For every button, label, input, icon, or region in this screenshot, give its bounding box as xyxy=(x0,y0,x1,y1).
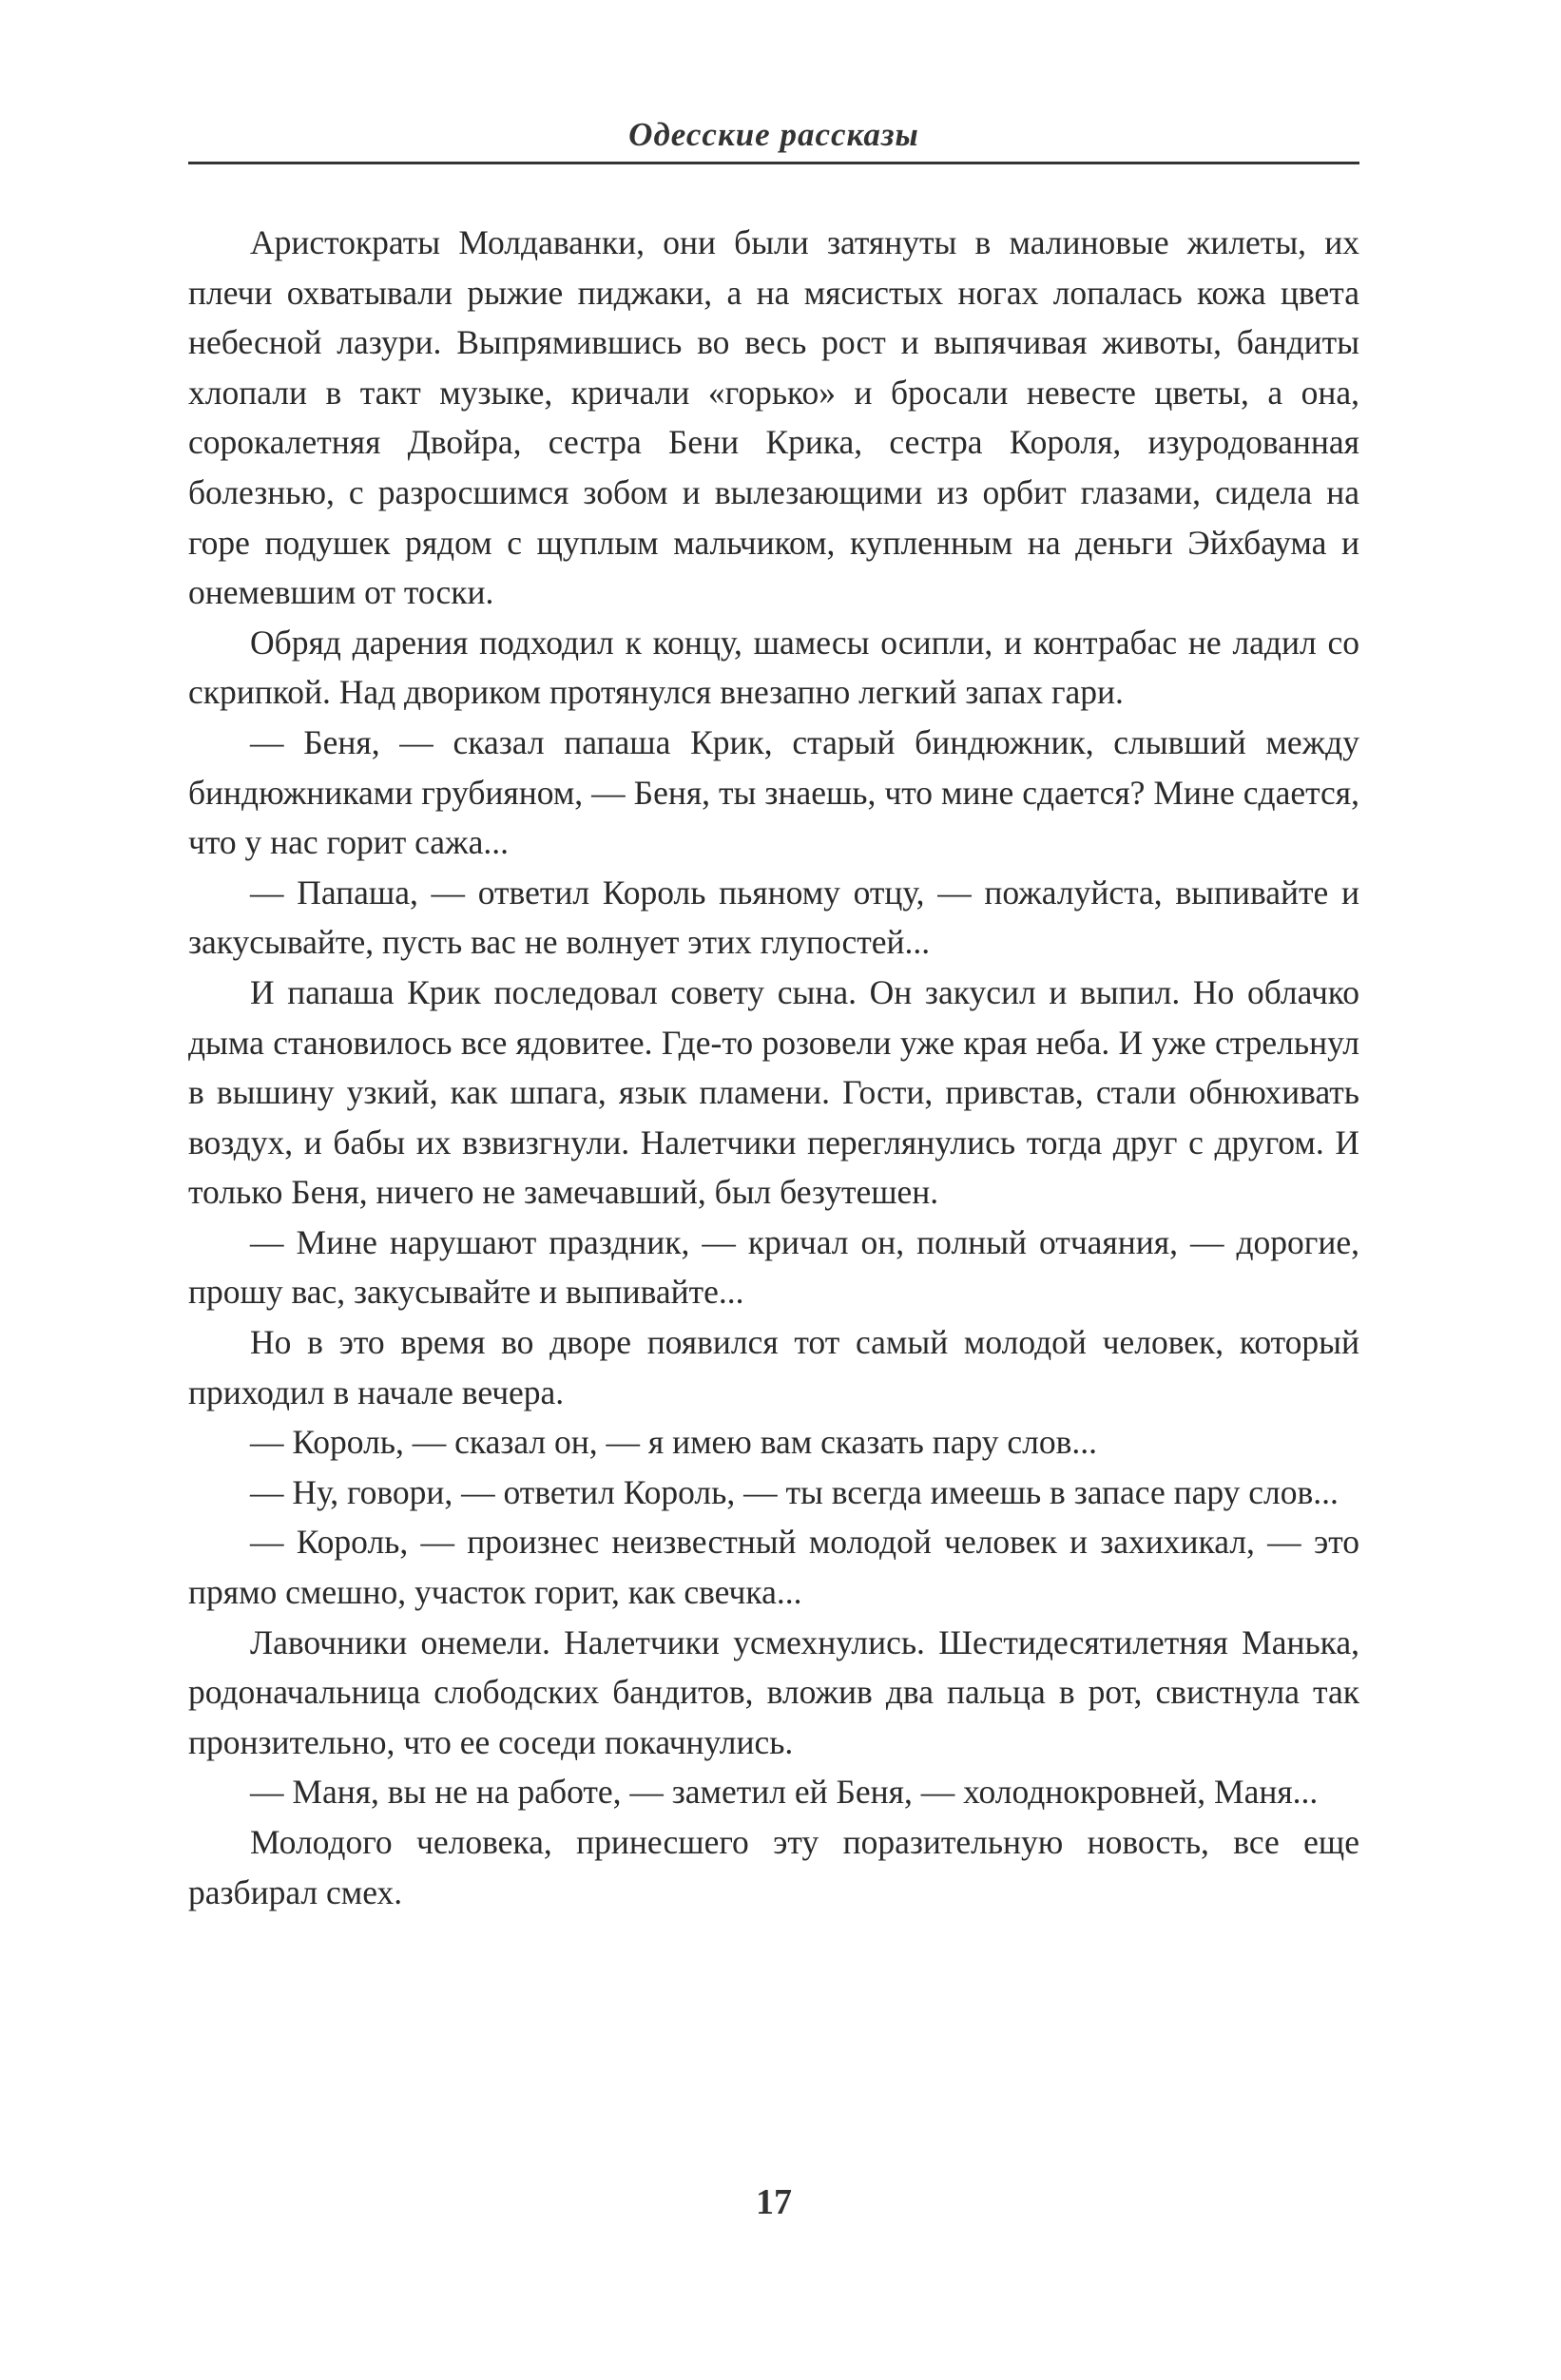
paragraph: Обряд дарения подходил к концу, шамесы осипли, и контрабас не ладил со скрипкой. Над двориком протянулся внезапно легкий запах гари. xyxy=(188,623,1359,712)
paragraph: — Папаша, — ответил Король пьяному отцу, — пожалуйста, выпивайте и закусывайте, пусть вас не волнует этих глупостей... xyxy=(188,873,1359,962)
paragraph: Молодого человека, принесшего эту поразительную новость, все еще разбирал смех. xyxy=(188,1823,1359,1911)
paragraph: Но в это время во дворе появился тот самый молодой человек, который приходил в начале вечера. xyxy=(188,1323,1359,1411)
page-number: 17 xyxy=(756,2182,792,2222)
paragraph: — Ну, говори, — ответил Король, — ты всегда имеешь в запасе пару слов... xyxy=(250,1472,1339,1511)
page-body xyxy=(188,218,1359,1917)
paragraph: И папаша Крик последовал совету сына. Он закусил и выпил. Но облачко дыма становилось все ядовитее. Где-то розовели уже края неба. И уже стрельнул в вышину узкий, как шпага, язык пламени. Гости, привстав, стали обнюхивать воздух, и бабы их взвизгнули. Налетчики переглянулись тогда друг с другом. И только Беня, ничего не замечавший, был безутешен. xyxy=(188,972,1359,1212)
paragraph: — Мине нарушают праздник, — кричал он, полный отчаяния, — дорогие, прошу вас, закусывайте и выпивайте... xyxy=(188,1222,1359,1312)
paragraph: — Маня, вы не на работе, — заметил ей Беня, — холоднокровней, Маня... xyxy=(250,1773,1319,1812)
paragraph: Лавочники онемели. Налетчики усмехнулись. Шестидесятилетняя Манька, родоначальница слободских бандитов, вложив два пальца в рот, свистнула так пронзительно, что ее соседи покачнулись. xyxy=(188,1622,1359,1761)
header-rule xyxy=(188,162,1359,164)
paragraph: Аристократы Молдаванки, они были затянуты в малиновые жилеты, их плечи охватывали рыжие пиджаки, а на мясистых ногах лопалась кожа цвета небесной лазури. Выпрямившись во весь рост и выпячивая животы, бандиты хлопали в такт музыке, кричали «горько» и бросали невесте цветы, а она, сорокалетняя Двойра, сестра Бени Крика, сестра Короля, изуродованная болезнью, с разросшимся зобом и вылезающими из орбит глазами, сидела на горе подушек рядом с щуплым мальчиком, купленным на деньги Эйхбаума и онемевшим от тоски. xyxy=(188,223,1359,612)
running-title: Одесские рассказы xyxy=(628,116,919,153)
paragraph: — Король, — сказал он, — я имею вам сказать пару слов... xyxy=(250,1423,1098,1462)
paragraph: — Беня, — сказал папаша Крик, старый биндюжник, слывший между биндюжниками грубияном, — Беня, ты знаешь, что мине сдается? Мине сдается, что у нас горит сажа... xyxy=(188,722,1359,862)
paragraph: — Король, — произнес неизвестный молодой человек и захихикал, — это прямо смешно, участок горит, как свечка... xyxy=(188,1523,1359,1612)
